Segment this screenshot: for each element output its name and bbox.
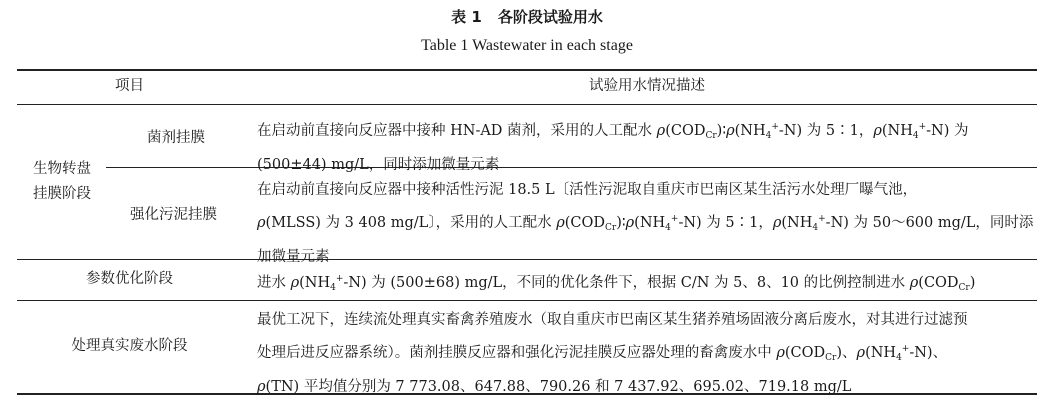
desc-bacteria: [257, 113, 1037, 180]
desc-real-line2: 处理后进反应器系统）。菌剂挂膜反应器和强化污泥挂膜反应器处理的畜禽废水中 $\rho(COD_{Cr})$、$\rho(NH_4^+-N)$、: [257, 344, 948, 363]
group-label-2: [33, 180, 91, 209]
top-rule: [17, 69, 1037, 71]
table-title-en: Table 1 Wastewater in each stage: [421, 37, 633, 54]
desc-optimization: [257, 265, 1037, 303]
desc-bacteria-line2: (500±44) mg/L，同时添加微量元素: [257, 157, 500, 173]
label-real-wastewater: 处理真实废水阶段: [71, 338, 188, 354]
header-rule: [17, 104, 1037, 105]
desc-sludge: [257, 176, 1037, 272]
header-col-desc: 试验用水情况描述: [589, 78, 705, 94]
desc-real-line3: ρ(TN) 平均值分别为 7 773.08、647.88、790.26 和 7 437.92、695.02、719.18 mg/L: [257, 379, 852, 395]
desc-sludge-line3: 加微量元素: [257, 249, 330, 265]
desc-sludge-line1: 在启动前直接向反应器中接种活性污泥 18.5 L〔活性污泥取自重庆市巴南区某生活污水处理厂曝气池，: [257, 182, 918, 198]
table-number: 表 1: [451, 8, 482, 26]
header-col-item: 项目: [115, 78, 144, 94]
table-title-cn: [0, 6, 1054, 27]
group-label-line1: 生物转盘: [33, 161, 91, 177]
sublabel-sludge: 强化污泥挂膜: [130, 207, 217, 223]
desc-real-line1: 最优工况下，连续流处理真实畜禽养殖废水（取自重庆市巴南区某生猪养殖场固液分离后废水，对其进行过滤预: [257, 312, 968, 328]
desc-sludge-line2: ρ(MLSS) 为 3 408 mg/L〕，采用的人工配水 $\rho(COD_{Cr})∶\rho(NH_4^+-N)$ 为 5∶1，$\rho(NH_4^+-N)$ 为 50～600 mg/L，同时添: [257, 214, 1034, 233]
group-label-line2: 挂膜阶段: [33, 186, 91, 202]
label-optimization: 参数优化阶段: [86, 271, 173, 287]
table-title-text: 各阶段试验用水: [497, 8, 603, 26]
desc-real-wastewater: [257, 306, 1037, 402]
desc-optimization-line1: 进水 $\rho(NH_4^+-N)$ 为 (500±68) mg/L，不同的优化条件下，根据 C/N 为 5、8、10 的比例控制进水 $\rho(COD_{Cr})$: [257, 274, 976, 293]
desc-bacteria-line1: 在启动前直接向反应器中接种 HN-AD 菌剂，采用的人工配水 $\rho(COD_{Cr})∶\rho(NH_4^+-N)$ 为 5∶1，$\rho(NH_4^+-N)$ 为: [257, 122, 969, 141]
sublabel-bacteria: 菌剂挂膜: [147, 130, 205, 146]
